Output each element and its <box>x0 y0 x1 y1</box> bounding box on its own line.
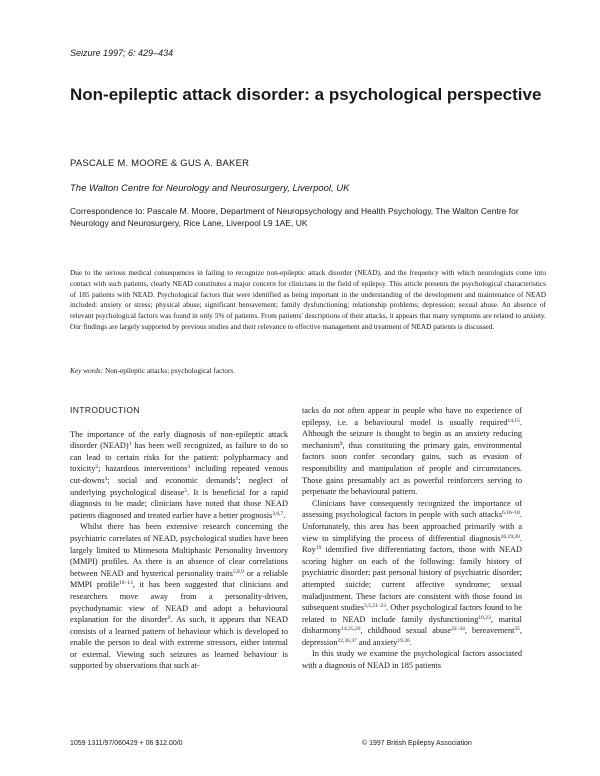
abstract: Due to the serious medical consequences in failing to recognize non-epileptic attack disorder (NEAD), and the frequency with which neurologists come into contact with such patients, clearly NEAD constitutes a major concern for clinicians in the field of epilepsy. This article presents the psychological characteristics of 185 patients with NEAD. Psychological factors that were identified as being important in the understanding of the development and maintenance of NEAD included: anxiety or stress; physical abuse; significant bereavement; family dysfunctioning; relationship problems; depression; sexual abuse. An absence of relevant psychological factors was found in only 5% of patients. From patients' descriptions of their attacks, it appears that many symptoms are related to anxiety. Our findings are largely supported by previous studies and their relevance to effective management and treatment of NEAD patients is discussed. <box>70 268 546 331</box>
correspondence: Correspondence to: Pascale M. Moore, Department of Neuropsychology and Health Psychology, The Walton Centre for Neurology and Neurosurgery, Rice Lane, Liverpool L9 1AE, UK <box>70 206 519 228</box>
section-heading: INTRODUCTION <box>70 405 140 415</box>
paragraph: In this study we examine the psychological factors associated with a diagnosis of NEAD in 185 patients <box>302 649 522 671</box>
footer-copyright: © 1997 British Epilepsy Association <box>362 740 472 747</box>
paragraph: Clinicians have consequently recognized the importance of assessing psychological factors in people with such attacks$^{6,16-18}$. Unfortunately, this area has been approached primarily with a view to simplifying the process of differential diagnosis$^{16,19,20}$. Roy$^{19}$ identified five differentiating factors, those with NEAD scoring higher on each of the following: family history of psychiatric disorder; past personal history of psychiatric disorder; attempted suicide; current affective syndrome; sexual maladjustment. These factors are consistent with those found in subsequent studies$^{3,5,21-23}$. Other psychological factors found to be related to NEAD include family dysfunctioning$^{10,23}$, marital disharmony$^{14,25,26}$, childhood sexual abuse$^{22-34}$, bereavement$^{35}$, depression$^{22,36,37}$ and anxiety$^{19,26}$. <box>302 498 522 647</box>
paragraph: The importance of the early diagnosis of non-epileptic attack disorder (NEAD)$^1$ has been well recognized, as failure to do so can lead to certain risks for the patient: polypharmacy and toxicity$^2$; hazardous interventions$^3$ including repeated venous cut-downs$^4$; social and economic demands$^1$; neglect of underlying psychological disease$^5$. It is beneficial for a rapid diagnosis to be made; clinicians have noted that those NEAD patients diagnosed and treated earlier have a better prognosis$^{3,6,7}$. <box>70 429 288 520</box>
paragraph: tacks do not often appear in people who have no experience of epilepsy, i.e. a behavioural model is usually required$^{14,15}$. Although the seizure is thought to begin as an anxiety reducing mechanism$^9$, thus constituting the primary gain, environmental factors soon confer secondary gains, such as evasion of responsibility and manipulation of people and circumstances. Those gains presumably act as powerful reinforcers serving to perpetuate the behavioural pattern. <box>302 406 522 497</box>
keywords-text: Non-epileptic attacks; psychological factors. <box>105 366 236 375</box>
left-column <box>70 405 288 672</box>
right-column <box>302 405 522 672</box>
article-title: Non-epileptic attack disorder: a psychological perspective <box>70 85 542 104</box>
affiliation: The Walton Centre for Neurology and Neurosurgery, Liverpool, UK <box>70 183 350 194</box>
keywords-label: Key words: <box>70 366 104 375</box>
paragraph: Whilst there has been extensive research concerning the psychiatric correlates of NEAD, psychological studies have been largely limited to Minnesota Multiphasic Personality Inventory (MMPI) profiles. As there is an absence of clear correlations between NEAD and hysterical personality traits$^{5,8,9}$ or a reliable MMPI profile$^{10-13}$, it has been suggested that clinicians and researchers move away from a personality-driven, psychodynamic view of NEAD and adopt a behavioural explanation for the disorder$^9$. As such, it appears that NEAD consists of a learned pattern of behaviour which is developed to enable the person to deal with extreme stressors, either internal or external. Viewing such seizures as learned behaviour is supported by observations that such at- <box>70 522 288 671</box>
authors: PASCALE M. MOORE & GUS A. BAKER <box>70 158 250 169</box>
journal-citation: Seizure 1997; 6: 429–434 <box>70 48 174 58</box>
footer-issn: 1059 1311/97/060429 + 06 $12.00/0 <box>70 740 183 747</box>
keywords <box>70 366 235 375</box>
